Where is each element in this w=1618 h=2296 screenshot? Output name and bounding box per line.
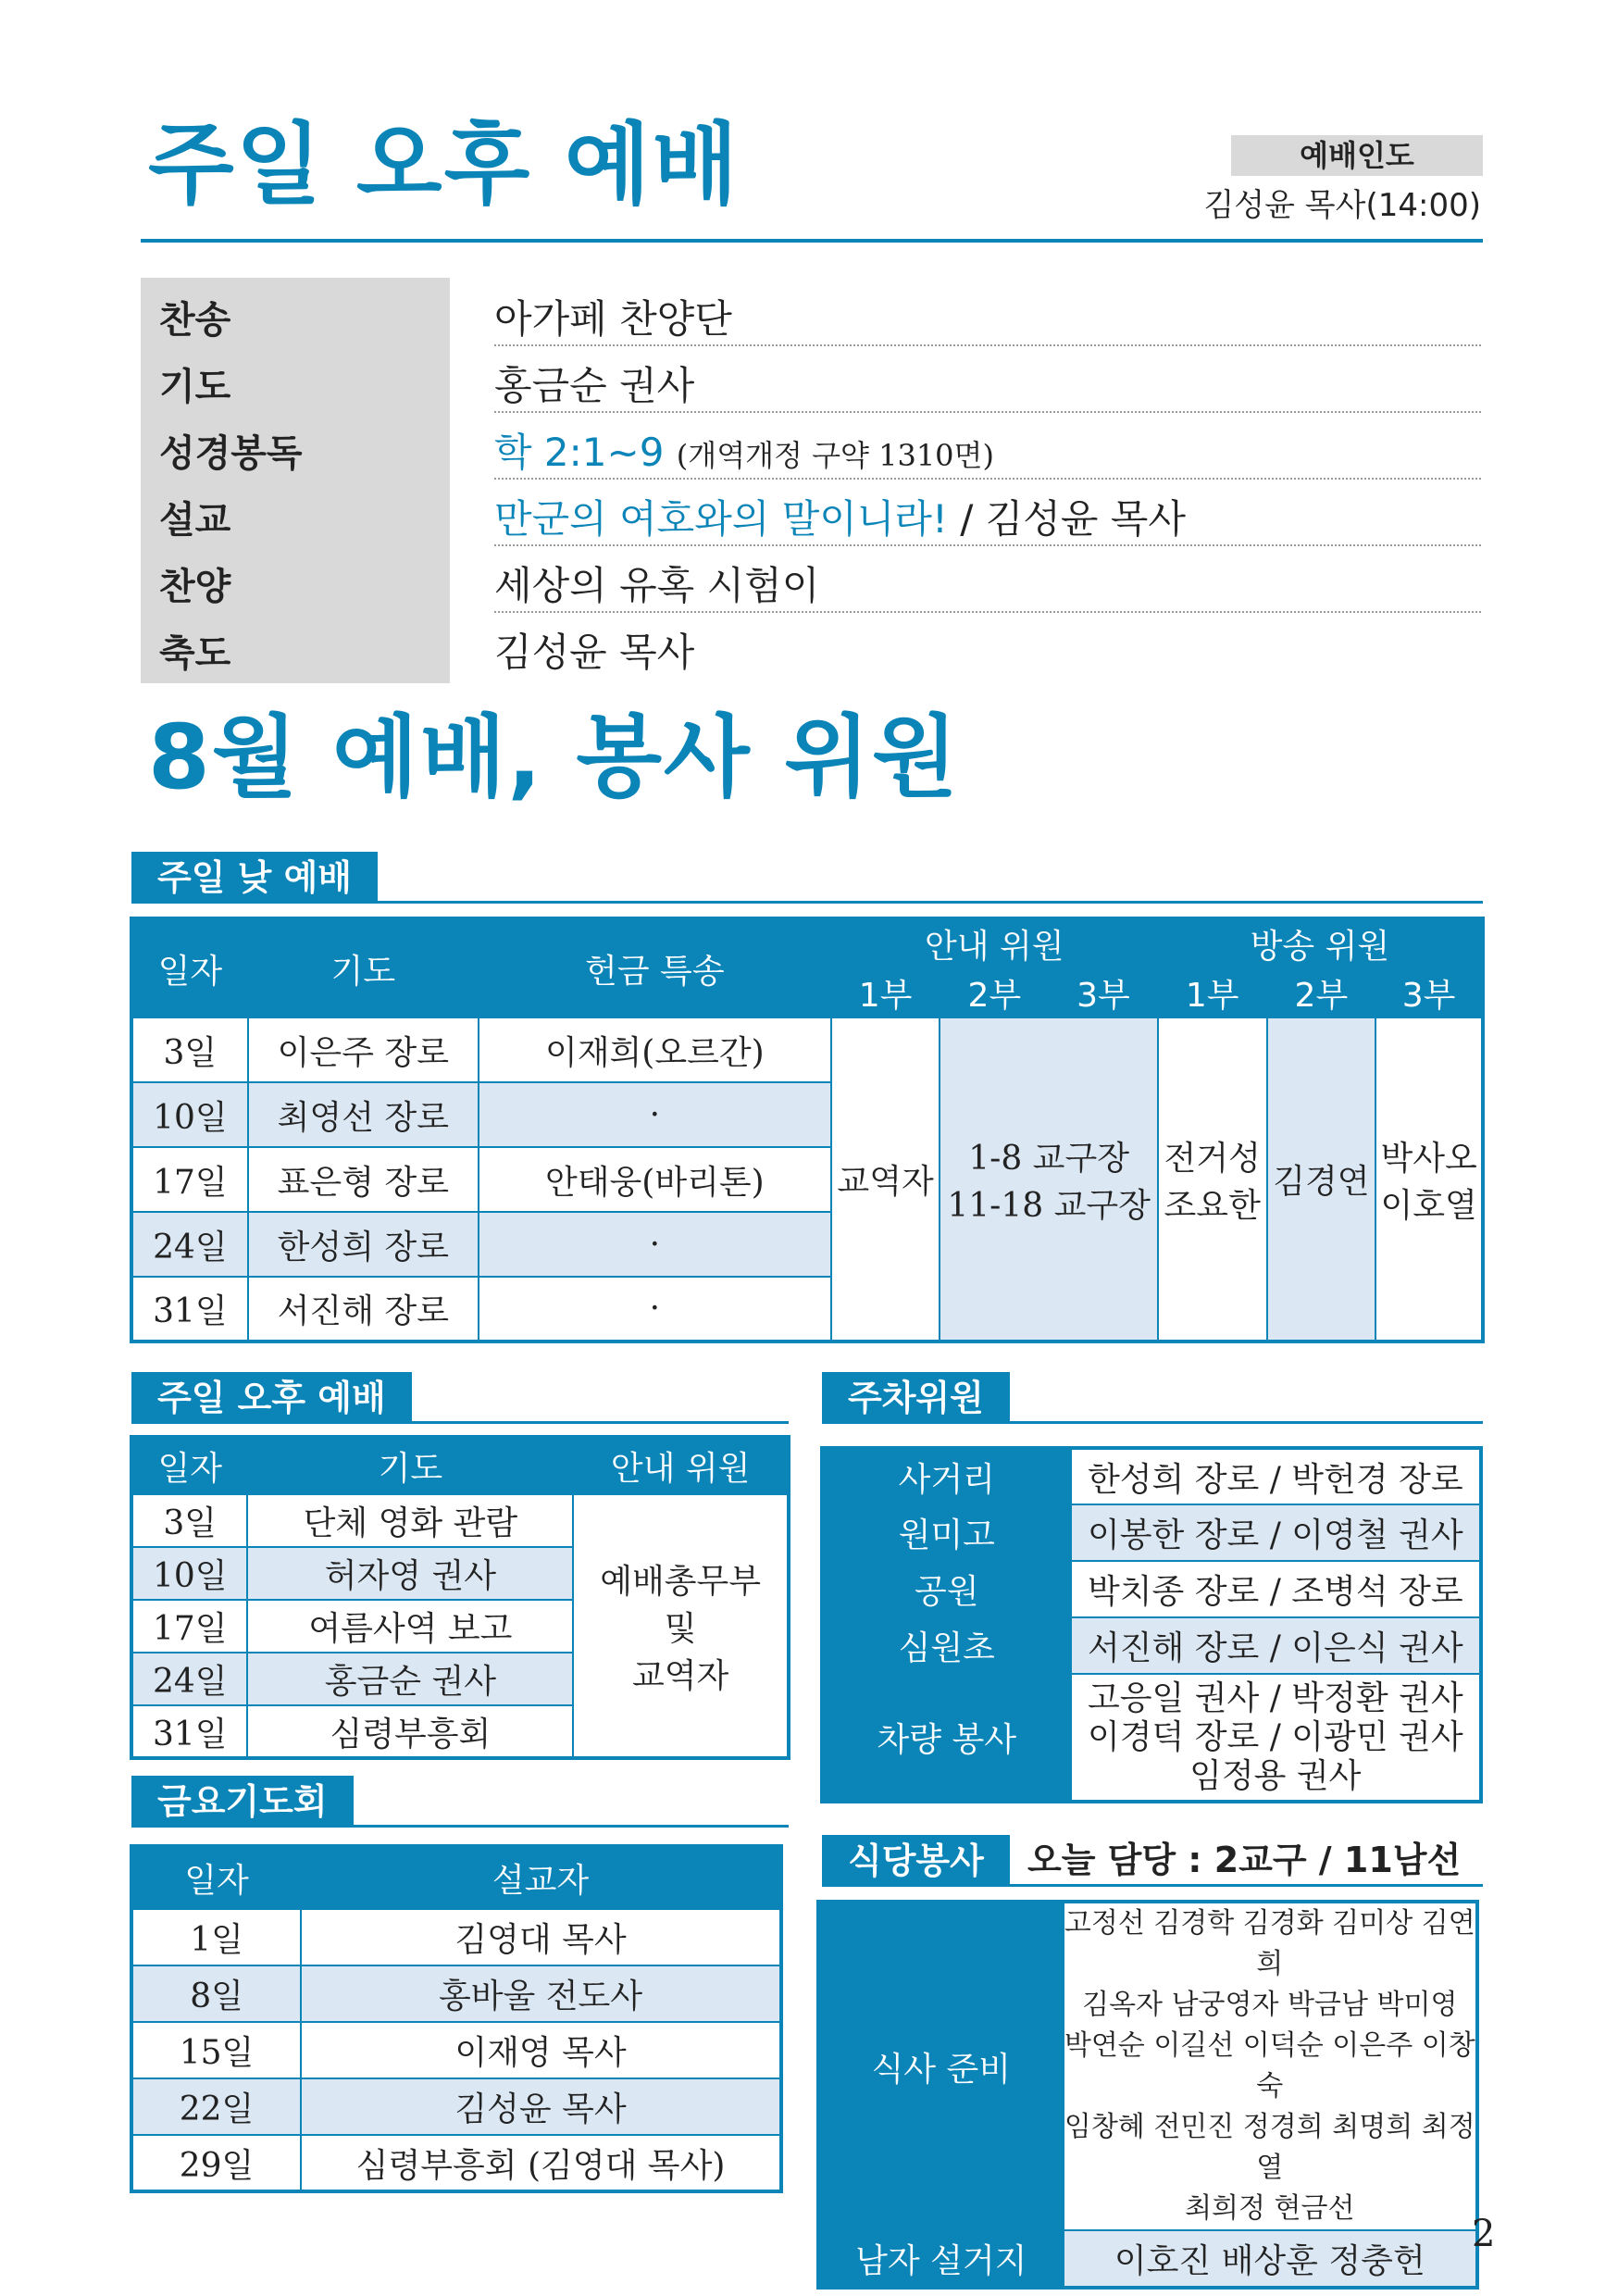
order-label: 찬양 [159,566,231,608]
header-part-2: 2부 [940,968,1049,1017]
date-cell: 31일 [131,1277,248,1341]
scripture-ref: 학 2:1~9 [494,430,665,475]
broadcast-part3-cell [1375,1017,1483,1341]
preacher-cell: 이재영 목사 [301,2022,781,2078]
broadcast-part1-cell [1158,1017,1267,1341]
prayer-cell: 심령부흥회 [247,1705,573,1758]
pm-service-table [130,1435,790,1760]
header-part-2: 2부 [1267,968,1376,1017]
prep-people-cell [1064,1902,1477,2230]
date-cell: 29일 [131,2135,301,2191]
august-title: 8월 예배, 봉사 위원 [148,705,960,809]
prayer-cell: 최영선 장로 [248,1082,479,1147]
guide-line: 및 [664,1609,697,1648]
sermon-title: 만군의 여호와의 말이니라! [494,496,948,542]
order-label: 기도 [159,366,231,408]
date-cell: 10일 [131,1547,247,1600]
order-value [494,422,994,478]
offering-cell: 안태웅(바리톤) [479,1147,831,1212]
preacher-cell: 김성윤 목사 [301,2078,781,2135]
people-cell: 한성희 장로 / 박헌경 장로 [1071,1448,1481,1504]
offering-cell: · [479,1082,831,1147]
header-date: 일자 [131,918,248,1017]
guide-line: 예배총무부 [600,1562,762,1601]
broadcast-line: 조요한 [1164,1186,1261,1225]
date-cell: 8일 [131,1965,301,2022]
dish-label-cell: 남자 설거지 [818,2230,1064,2288]
guide-line: 1-8 교구장 [968,1139,1130,1178]
header-date: 일자 [131,1437,247,1494]
order-value: 아가페 찬양단 [494,296,732,342]
place-cell: 원미고 [822,1504,1071,1561]
tab-rule [131,1421,789,1424]
date-cell: 10일 [131,1082,248,1147]
offering-cell: · [479,1212,831,1277]
order-value: 홍금순 권사 [494,363,695,408]
friday-table [130,1844,783,2193]
prayer-cell: 한성희 장로 [248,1212,479,1277]
tab-pm-service: 주일 오후 예배 [131,1372,412,1424]
prayer-cell: 홍금순 권사 [247,1653,573,1705]
order-label: 설교 [159,499,231,542]
people-cell: 서진해 장로 / 이은식 권사 [1071,1617,1481,1674]
kitchen-today: 오늘 담당 : 2교구 / 11남선 [1027,1840,1462,1880]
date-cell: 3일 [131,1017,248,1082]
title-rule [141,239,1483,243]
prayer-cell: 서진해 장로 [248,1277,479,1341]
vehicle-line: 이경덕 장로 / 이광민 권사 [1087,1717,1463,1756]
tab-rule [131,1825,789,1828]
guide-line: 교역자 [631,1656,729,1695]
date-cell: 17일 [131,1600,247,1653]
prep-line: 고정선 김경학 김경화 김미상 김연희 [1064,1907,1475,1980]
header-part-3: 3부 [1375,968,1483,1017]
tab-parking: 주차위원 [822,1372,1010,1424]
broadcast-line: 박사오 [1380,1139,1477,1178]
date-cell: 15일 [131,2022,301,2078]
place-cell: 사거리 [822,1448,1071,1504]
header-guide: 안내 위원 [573,1437,789,1494]
header-part-3: 3부 [1049,968,1158,1017]
people-cell: 이봉한 장로 / 이영철 권사 [1071,1504,1481,1561]
page-number: 2 [1472,2213,1496,2255]
header-part-1: 1부 [1158,968,1267,1017]
afternoon-title: 주일 오후 예배 [148,113,741,217]
tab-kitchen: 식당봉사 [822,1835,1010,1887]
parking-table [820,1446,1483,1803]
prayer-cell: 여름사역 보고 [247,1600,573,1653]
prep-line: 박연순 이길선 이덕순 이은주 이창숙 [1064,2029,1475,2103]
tab-rule [822,1884,1483,1887]
preacher-cell: 홍바울 전도사 [301,1965,781,2022]
kitchen-table [816,1900,1479,2290]
vehicle-line: 임정용 권사 [1189,1756,1362,1795]
broadcast-part2-cell: 김경연 [1267,1017,1376,1341]
order-label: 성경봉독 [159,432,303,475]
day-service-table [130,917,1485,1343]
guide-line: 11-18 교구장 [947,1186,1151,1225]
prep-line: 임창혜 전민진 정경희 최명희 최정열 [1064,2111,1475,2184]
offering-cell: · [479,1277,831,1341]
order-row-sermon [159,480,1481,546]
leader-value: 김성윤 목사(14:00) [1203,187,1481,224]
order-value: 김성윤 목사 [494,630,695,675]
header-guide: 안내 위원 [831,918,1158,968]
vehicle-line: 고응일 권사 / 박정환 권사 [1087,1678,1463,1717]
prayer-cell: 허자영 권사 [247,1547,573,1600]
order-value [494,489,1186,544]
header-date: 일자 [131,1846,301,1909]
prayer-cell: 단체 영화 관람 [247,1494,573,1547]
broadcast-line: 이호열 [1380,1186,1477,1225]
prep-line: 김옥자 남궁영자 박금남 박미영 [1082,1989,1458,2021]
order-value: 세상의 유혹 시험이 [494,563,820,608]
date-cell: 31일 [131,1705,247,1758]
place-cell: 심원초 [822,1617,1071,1674]
date-cell: 24일 [131,1653,247,1705]
date-cell: 24일 [131,1212,248,1277]
order-row-prayer [159,346,1481,413]
order-row-scripture [159,413,1481,480]
order-label: 축도 [159,632,231,675]
header-broadcast: 방송 위원 [1158,918,1483,968]
guide-part1-cell: 교역자 [831,1017,940,1341]
prep-label-cell: 식사 준비 [818,1902,1064,2230]
order-row-benediction [159,613,1481,680]
date-cell: 3일 [131,1494,247,1547]
preacher-cell: 김영대 목사 [301,1909,781,1965]
vehicle-label-cell: 차량 봉사 [822,1674,1071,1802]
header-prayer: 기도 [247,1437,573,1494]
leader-label: 예배인도 [1231,135,1483,176]
sermon-preacher: / 김성윤 목사 [947,496,1186,542]
header-part-1: 1부 [831,968,940,1017]
prep-line: 최희정 현금선 [1185,2192,1355,2225]
order-label: 찬송 [159,299,231,342]
broadcast-line: 전거성 [1164,1139,1261,1178]
tab-friday: 금요기도회 [131,1776,354,1828]
order-row-hymn [159,280,1481,346]
header-preacher: 설교자 [301,1846,781,1909]
tab-rule [131,901,1483,904]
people-cell: 박치종 장로 / 조병석 장로 [1071,1561,1481,1617]
guide-part23-cell [940,1017,1157,1341]
guide-cell [573,1494,789,1758]
place-cell: 공원 [822,1561,1071,1617]
offering-cell: 이재희(오르간) [479,1017,831,1082]
prayer-cell: 이은주 장로 [248,1017,479,1082]
scripture-note: (개역개정 구약 1310면) [676,438,994,473]
date-cell: 17일 [131,1147,248,1212]
preacher-cell: 심령부흥회 (김영대 목사) [301,2135,781,2191]
prayer-cell: 표은형 장로 [248,1147,479,1212]
vehicle-people-cell [1071,1674,1481,1802]
header-offering: 헌금 특송 [479,918,831,1017]
header-prayer: 기도 [248,918,479,1017]
tab-day-service: 주일 낮 예배 [131,852,378,904]
tab-rule [822,1421,1483,1424]
date-cell: 1일 [131,1909,301,1965]
dish-people-cell: 이호진 배상훈 정충헌 [1064,2230,1477,2288]
order-row-praise [159,546,1481,613]
date-cell: 22일 [131,2078,301,2135]
